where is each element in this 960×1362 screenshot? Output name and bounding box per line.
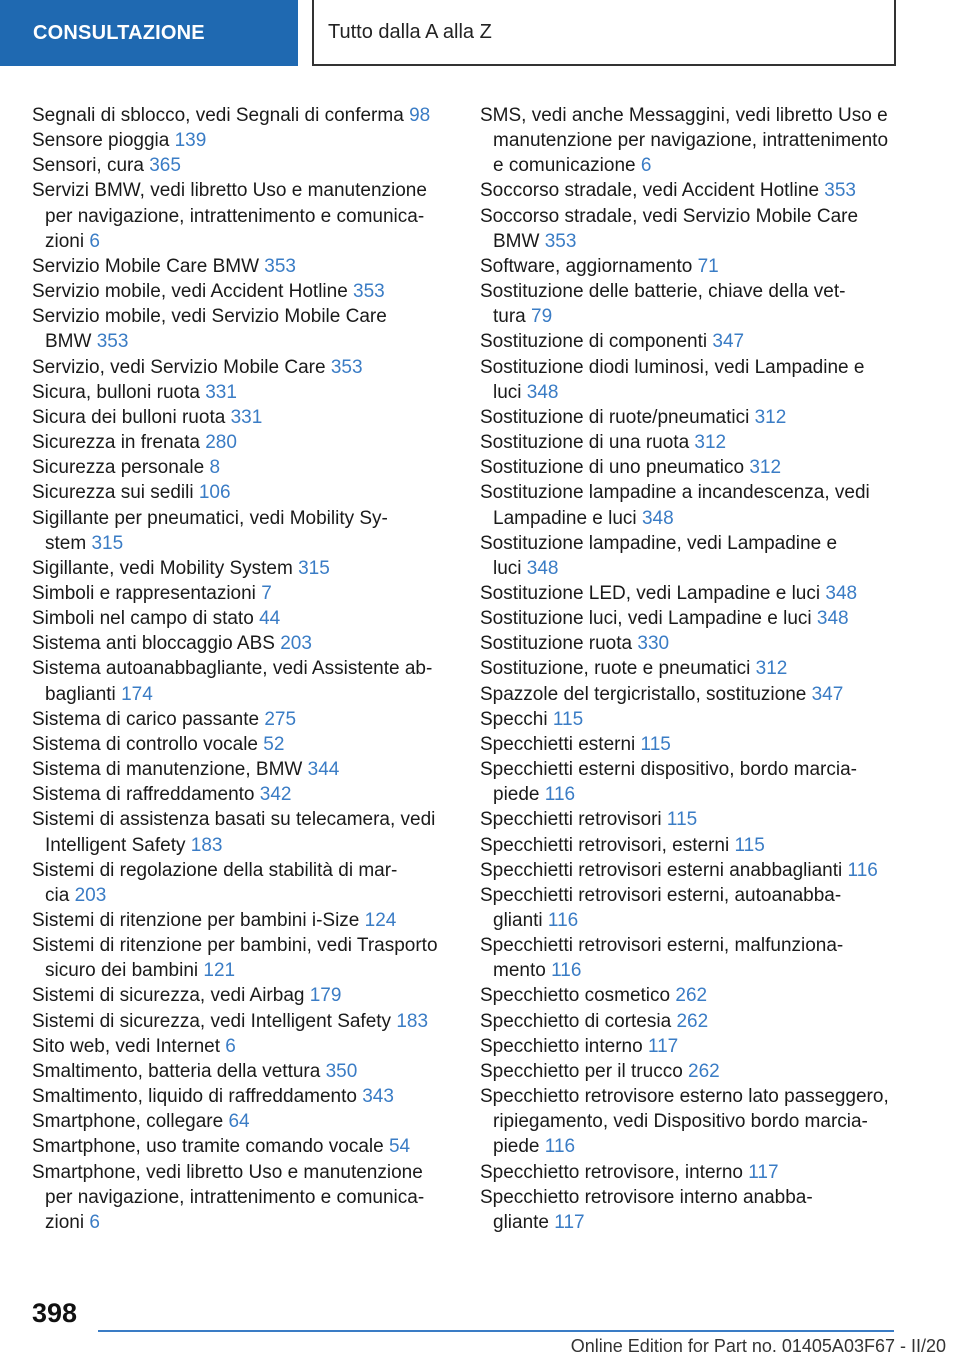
index-term: Sistemi di sicurezza, vedi Airbag: [32, 985, 310, 1007]
page-link[interactable]: 275: [264, 708, 297, 730]
page-link[interactable]: 343: [362, 1086, 394, 1108]
index-term: luci: [493, 381, 527, 403]
page-link[interactable]: 117: [748, 1161, 779, 1183]
index-term: Sostituzione di uno pneumatico: [480, 457, 750, 479]
index-entry: [32, 279, 444, 304]
index-term: Servizio Mobile Care BMW: [32, 255, 265, 277]
index-term: Simboli nel campo di stato: [32, 608, 260, 630]
page-link[interactable]: 44: [259, 608, 281, 630]
page-link[interactable]: 350: [325, 1060, 358, 1082]
index-term: ripiegamento, vedi Dispositivo bordo marcia‐: [493, 1111, 868, 1133]
index-term: luci: [493, 557, 527, 579]
index-entry: [480, 1009, 900, 1034]
index-term: Sostituzione di componenti: [480, 331, 713, 353]
index-term: Sicurezza sui sedili: [32, 482, 199, 504]
index-term: Sicura dei bulloni ruota: [32, 406, 231, 428]
index-term: Intelligent Safety: [45, 834, 191, 856]
index-entry: [480, 103, 900, 178]
index-entry: [32, 606, 444, 631]
index-entry: [480, 606, 900, 631]
page-link[interactable]: 116: [551, 960, 582, 982]
index-term: Smartphone, vedi libretto Uso e manutenzione: [32, 1161, 423, 1183]
page-link[interactable]: 315: [91, 532, 124, 554]
index-term: Sostituzione lampadine a incandescenza, vedi: [480, 482, 870, 504]
page-link[interactable]: 348: [825, 582, 858, 604]
index-term: Sistema di controllo vocale: [32, 733, 264, 755]
index-term: Sostituzione ruota: [480, 633, 638, 655]
index-entry: [32, 480, 444, 505]
index-entry: [32, 1109, 444, 1134]
page-link[interactable]: 353: [353, 281, 385, 303]
index-term: tura: [493, 306, 532, 328]
index-term: Spazzole del tergicristallo, sostituzione: [480, 683, 812, 705]
index-entry: [480, 1185, 900, 1235]
index-term: Sistemi di sicurezza, vedi Intelligent Safety: [32, 1010, 397, 1032]
index-entry: [480, 631, 900, 656]
index-entry: [32, 782, 444, 807]
index-term: Specchi: [480, 708, 553, 730]
index-entry: [480, 1059, 900, 1084]
page-link[interactable]: 121: [203, 960, 236, 982]
index-entry: [480, 757, 900, 807]
page-link[interactable]: 262: [688, 1060, 720, 1082]
index-entry: [32, 732, 444, 757]
index-term: Sistema di carico passante: [32, 708, 265, 730]
page-link[interactable]: 353: [330, 356, 363, 378]
index-entry: [32, 556, 444, 581]
index-term: SMS, vedi anche Messaggini, vedi libretto Uso e: [480, 105, 888, 126]
page-link[interactable]: 115: [666, 809, 698, 831]
page-link[interactable]: 6: [225, 1035, 236, 1057]
index-term: mento: [493, 960, 552, 982]
index-term: Simboli e rappresentazioni: [32, 582, 262, 604]
index-entry: [32, 430, 444, 455]
page-link[interactable]: 312: [694, 432, 727, 454]
index-entry: [480, 933, 900, 983]
page-link[interactable]: 347: [712, 331, 745, 353]
index-term: Specchietto cosmetico: [480, 985, 676, 1007]
index-term: BMW: [493, 230, 545, 252]
index-term: Servizio mobile, vedi Accident Hotline: [32, 281, 354, 303]
index-term: Sicurezza in frenata: [32, 432, 206, 454]
index-entry: [32, 757, 444, 782]
index-term: Specchietto retrovisore interno anabba‐: [480, 1186, 813, 1208]
page-link[interactable]: 348: [641, 507, 674, 529]
page-number: 398: [32, 1298, 78, 1328]
index-term: per navigazione, intrattenimento e comunica‐: [45, 1186, 425, 1208]
index-term: Specchietti retrovisori: [480, 809, 667, 831]
index-term: piede: [493, 784, 545, 806]
index-entry: [480, 656, 900, 681]
index-term: Sistemi di assistenza basati su telecamera, vedi: [32, 809, 436, 831]
index-entry: [32, 581, 444, 606]
index-term: Specchietto retrovisore esterno lato passeggero,: [480, 1086, 889, 1108]
index-entry: [32, 807, 444, 857]
page-link[interactable]: 203: [280, 633, 312, 655]
page-link[interactable]: 8: [209, 457, 221, 479]
index-entry: [480, 581, 900, 606]
index-column-left: [32, 103, 444, 1235]
page-link[interactable]: 315: [298, 557, 330, 579]
index-column-right: [480, 103, 900, 1235]
index-entry: [32, 631, 444, 656]
index-term: Sistemi di regolazione della stabilità di mar‐: [32, 859, 398, 881]
index-term: e comunicazione: [493, 155, 641, 177]
index-entry: [32, 455, 444, 480]
index-entry: [32, 128, 444, 153]
index-entry: [32, 103, 444, 128]
index-term: zioni: [45, 230, 90, 252]
index-entry: [480, 355, 900, 405]
page-link[interactable]: 353: [96, 331, 129, 353]
index-term: BMW: [45, 331, 97, 353]
index-term: Sostituzione delle batterie, chiave della vet‐: [480, 281, 846, 303]
index-term: Servizio, vedi Servizio Mobile Care: [32, 356, 331, 378]
index-term: Sostituzione, ruote e pneumatici: [480, 658, 756, 680]
page-link[interactable]: 116: [544, 1136, 576, 1158]
footer-divider: [98, 1330, 894, 1332]
index-entry: [480, 531, 900, 581]
page-link[interactable]: 106: [198, 482, 231, 504]
page-link[interactable]: 139: [174, 130, 207, 152]
index-term: zioni: [45, 1211, 90, 1233]
index-term: Specchietto di cortesia: [480, 1010, 677, 1032]
page-link[interactable]: 262: [676, 1010, 709, 1032]
page-link[interactable]: 115: [552, 708, 584, 730]
index-entry: [480, 480, 900, 530]
page-link[interactable]: 331: [230, 406, 263, 428]
page-link[interactable]: 353: [544, 230, 577, 252]
index-term: Software, aggiornamento: [480, 255, 698, 277]
index-entry: [480, 405, 900, 430]
index-term: Smartphone, collegare: [32, 1111, 229, 1133]
page-link[interactable]: 6: [640, 155, 652, 177]
index-term: manutenzione per navigazione, intrattenimento: [493, 130, 889, 152]
index-term: Servizio mobile, vedi Servizio Mobile Care: [32, 306, 387, 328]
section-title: CONSULTAZIONE: [33, 21, 205, 44]
index-term: Segnali di sblocco, vedi Segnali di conferma: [32, 105, 410, 126]
page-link[interactable]: 79: [531, 306, 553, 328]
index-term: Sostituzione di una ruota: [480, 432, 695, 454]
index-entry: [32, 304, 444, 354]
page-link[interactable]: 54: [388, 1136, 411, 1158]
index-entry: [480, 178, 900, 203]
page-link[interactable]: 365: [149, 155, 181, 177]
page-link[interactable]: 312: [755, 658, 788, 680]
index-entry: [480, 279, 900, 329]
index-term: cia: [45, 884, 75, 906]
index-term: Sostituzione luci, vedi Lampadine e luci: [480, 608, 817, 630]
index-entry: [32, 1134, 444, 1159]
page-link[interactable]: 98: [409, 105, 431, 126]
page-link[interactable]: 117: [554, 1211, 585, 1233]
index-entry: [32, 355, 444, 380]
page-link[interactable]: 6: [89, 1211, 100, 1233]
page-link[interactable]: 344: [307, 759, 340, 781]
page-link[interactable]: 116: [544, 784, 576, 806]
index-entry: [480, 254, 900, 279]
page-link[interactable]: 183: [396, 1010, 429, 1032]
edition-note: Online Edition for Part no. 01405A03F67 - II/20: [570, 1336, 946, 1356]
index-term: Smaltimento, batteria della vettura: [32, 1060, 326, 1082]
page-link[interactable]: 353: [264, 255, 296, 277]
index-term: Sostituzione lampadine, vedi Lampadine e: [480, 532, 838, 554]
index-term: Specchietti retrovisori esterni anabbaglianti: [480, 859, 848, 881]
index-entry: [480, 1160, 900, 1185]
index-entry: [32, 1034, 444, 1059]
index-term: per navigazione, intrattenimento e comunica‐: [45, 205, 425, 227]
page-link[interactable]: 52: [263, 733, 285, 755]
index-term: Sistema autoanabbagliante, vedi Assistente ab‐: [32, 658, 433, 680]
page-link[interactable]: 116: [547, 910, 579, 931]
page-link[interactable]: 115: [734, 834, 765, 856]
index-term: Sistema anti bloccaggio ABS: [32, 633, 281, 655]
index-entry: [480, 983, 900, 1008]
index-entry: [32, 656, 444, 706]
index-term: Sensore pioggia: [32, 130, 175, 152]
page-link[interactable]: 348: [526, 381, 559, 403]
index-term: piede: [493, 1136, 545, 1158]
index-entry: [32, 254, 444, 279]
page-link[interactable]: 117: [647, 1035, 679, 1057]
page-link[interactable]: 312: [749, 457, 782, 479]
index-term: stem: [45, 532, 92, 554]
chapter-title: Tutto dalla A alla Z: [328, 20, 492, 43]
index-term: Sistema di raffreddamento: [32, 784, 260, 806]
index-term: gliante: [493, 1211, 555, 1233]
page-link[interactable]: 342: [259, 784, 292, 806]
index-term: Sicura, bulloni ruota: [32, 381, 206, 403]
page-link[interactable]: 6: [89, 230, 100, 252]
page-link[interactable]: 331: [205, 381, 237, 403]
index-entry: [32, 707, 444, 732]
index-entry: [32, 506, 444, 556]
index-term: baglianti: [45, 683, 122, 705]
page-link[interactable]: 179: [309, 985, 342, 1007]
index-term: sicuro dei bambini: [45, 960, 204, 982]
index-term: glianti: [493, 910, 548, 931]
index-term: Sigillante per pneumatici, vedi Mobility Sy‐: [32, 507, 388, 529]
page-link[interactable]: 64: [228, 1111, 250, 1133]
index-term: Smartphone, uso tramite comando vocale: [32, 1136, 389, 1158]
page-link[interactable]: 183: [190, 834, 223, 856]
page-link[interactable]: 280: [205, 432, 237, 454]
index-term: Specchietto per il trucco: [480, 1060, 689, 1082]
index-term: Soccorso stradale, vedi Accident Hotline: [480, 180, 825, 202]
index-entry: [480, 455, 900, 480]
index-term: Specchietti retrovisori esterni, malfunziona‐: [480, 935, 844, 957]
index-term: Specchietti retrovisori esterni, autoanabba‐: [480, 884, 842, 906]
index-entry: [480, 833, 900, 858]
index-entry: [480, 732, 900, 757]
index-term: Sistemi di ritenzione per bambini, vedi Trasporto: [32, 935, 438, 957]
index-term: Sensori, cura: [32, 155, 150, 177]
index-term: Servizi BMW, vedi libretto Uso e manutenzione: [32, 180, 427, 202]
page-link[interactable]: 124: [364, 910, 397, 931]
page-link[interactable]: 71: [697, 255, 719, 277]
index-entry: [32, 908, 444, 933]
index-entry: [32, 1009, 444, 1034]
index-entry: [32, 1059, 444, 1084]
index-entry: [480, 707, 900, 732]
index-term: Lampadine e luci: [493, 507, 642, 529]
index-entry: [32, 153, 444, 178]
index-term: Sigillante, vedi Mobility System: [32, 557, 299, 579]
index-entry: [480, 1034, 900, 1059]
index-term: Specchietti esterni dispositivo, bordo marcia‐: [480, 759, 858, 781]
index-entry: [480, 883, 900, 933]
index-term: Soccorso stradale, vedi Servizio Mobile Care: [480, 205, 859, 227]
index-term: Specchietti esterni: [480, 733, 641, 755]
section-tab: [0, 0, 298, 66]
page-link[interactable]: 347: [811, 683, 844, 705]
page-link[interactable]: 7: [261, 582, 272, 604]
index-entry: [480, 329, 900, 354]
index-term: Sostituzione di ruote/pneumatici: [480, 406, 755, 428]
page-header: [0, 0, 960, 66]
index-term: Sicurezza personale: [32, 457, 210, 479]
index-entry: [32, 858, 444, 908]
page-link[interactable]: 262: [675, 985, 708, 1007]
index-term: Specchietto retrovisore, interno: [480, 1161, 749, 1183]
index-entry: [32, 983, 444, 1008]
index-term: Specchietto interno: [480, 1035, 648, 1057]
index-entry: [480, 1084, 900, 1159]
index-entry: [480, 858, 900, 883]
index-entry: [32, 1084, 444, 1109]
index-entry: [480, 682, 900, 707]
index-entry: [480, 807, 900, 832]
page-link[interactable]: 115: [640, 733, 671, 755]
page-link[interactable]: 348: [526, 557, 559, 579]
page-link[interactable]: 174: [121, 683, 153, 705]
index-term: Sistema di manutenzione, BMW: [32, 759, 308, 781]
page-link[interactable]: 116: [847, 859, 878, 881]
index-term: Sostituzione LED, vedi Lampadine e luci: [480, 582, 826, 604]
index-entry: [480, 204, 900, 254]
page-link[interactable]: 330: [637, 633, 670, 655]
page-link[interactable]: 312: [754, 406, 787, 428]
index-entry: [32, 933, 444, 983]
index-entry: [32, 178, 444, 253]
index-entry: [480, 430, 900, 455]
index-term: Sistemi di ritenzione per bambini i-Size: [32, 910, 365, 931]
index-entry: [32, 405, 444, 430]
index-entry: [32, 1160, 444, 1235]
chapter-box: [312, 0, 896, 66]
page-link[interactable]: 348: [816, 608, 849, 630]
index-term: Specchietti retrovisori, esterni: [480, 834, 735, 856]
page-link[interactable]: 353: [824, 180, 856, 202]
index-term: Smaltimento, liquido di raffreddamento: [32, 1086, 363, 1108]
index-term: Sito web, vedi Internet: [32, 1035, 226, 1057]
index-term: Sostituzione diodi luminosi, vedi Lampadine e: [480, 356, 865, 378]
page-link[interactable]: 203: [74, 884, 107, 906]
index-entry: [32, 380, 444, 405]
